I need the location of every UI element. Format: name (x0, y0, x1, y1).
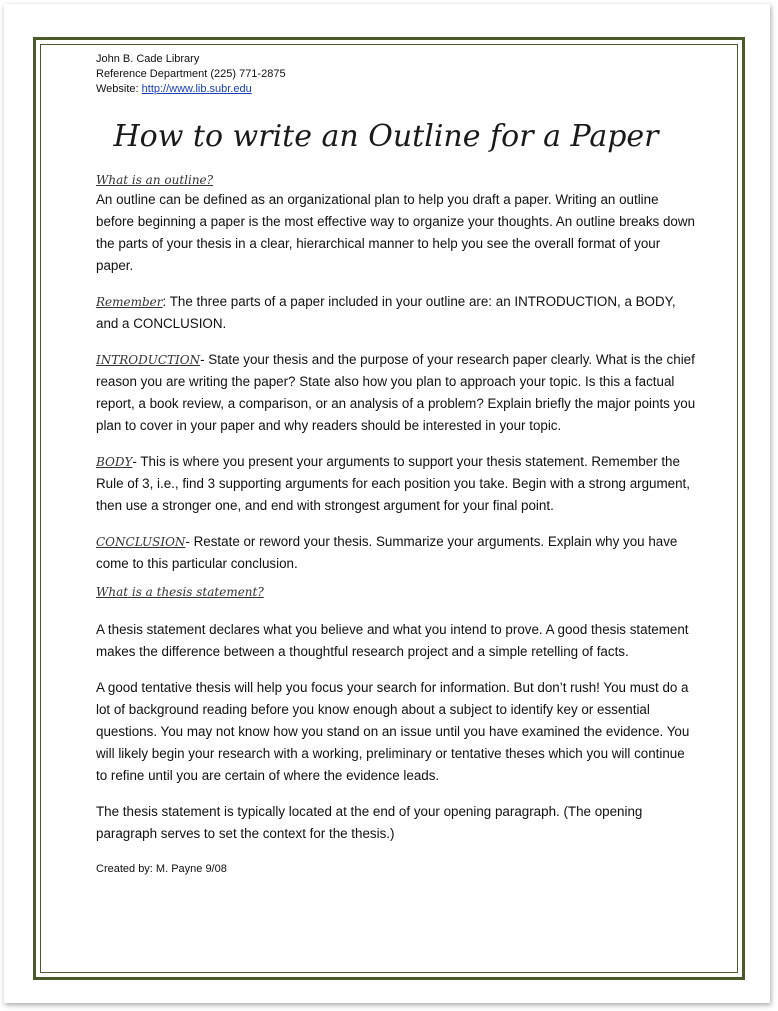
thesis-paragraph-2: A good tentative thesis will help you focus your search for information. But don’t rush! You must do a lot of background reading before you know enough about a subject to identify key or essential questions. You may not know how you stand on an issue until you have examined the evidence. You will likely begin your research with a working, preliminary or tentative theses which you will continue to refine until you are certain of where the evidence leads. (96, 680, 690, 783)
conclusion-text: - Restate or reword your thesis. Summarize your arguments. Explain why you have come to this particular conclusion. (96, 534, 678, 571)
footer-credit: Created by: M. Payne 9/08 (96, 863, 227, 875)
outline-heading-label: What is an outline? (96, 173, 214, 187)
remember-paragraph (96, 291, 696, 335)
document-content (96, 52, 696, 875)
library-name: John B. Cade Library (96, 53, 200, 65)
body-paragraph (96, 451, 696, 517)
body-label: BODY (96, 455, 133, 469)
body-text: - This is where you present your arguments to support your thesis statement. Remember the Rule of 3, i.e., find 3 supporting arguments for each position you take. Begin with a strong argument, then use a stronger one, and end with strongest argument for your final point. (96, 454, 690, 513)
department-phone: Reference Department (225) 771-2875 (96, 68, 286, 80)
thesis-heading-label: What is a thesis statement? (96, 585, 264, 599)
remember-text: : The three parts of a paper included in your outline are: an INTRODUCTION, a BODY, and a CONCLUSION. (96, 294, 676, 331)
page-title: How to write an Outline for a Paper (113, 119, 659, 154)
outline-heading (96, 171, 696, 189)
conclusion-label: CONCLUSION (96, 535, 186, 549)
remember-label: Remember (96, 295, 163, 309)
thesis-heading (96, 583, 696, 601)
conclusion-paragraph (96, 531, 696, 575)
introduction-text: - State your thesis and the purpose of your research paper clearly. What is the chief reason you are writing the paper? State also how you plan to approach your topic. Is this a factual report, a book review, a comparison, or an analysis of a problem? Explain briefly the major points you plan to cover in your paper and why readers should be interested in your topic. (96, 352, 696, 433)
website-line (96, 82, 696, 97)
website-link[interactable]: http://www.lib.subr.edu (141, 83, 252, 95)
outline-definition: An outline can be defined as an organizational plan to help you draft a paper. Writing an outline before beginning a paper is the most effective way to organize your thoughts. An outline breaks down the parts of your thesis in a clear, hierarchical manner to help you see the overall format of your paper. (96, 192, 695, 273)
thesis-paragraph-1: A thesis statement declares what you believe and what you intend to prove. A good thesis statement makes the difference between a thoughtful research project and a simple retelling of facts. (96, 622, 689, 659)
thesis-paragraph-3: The thesis statement is typically located at the end of your opening paragraph. (The opening paragraph serves to set the context for the thesis.) (96, 804, 643, 841)
website-label: Website: (96, 83, 142, 95)
introduction-label: INTRODUCTION (96, 353, 201, 367)
introduction-paragraph (96, 349, 696, 437)
